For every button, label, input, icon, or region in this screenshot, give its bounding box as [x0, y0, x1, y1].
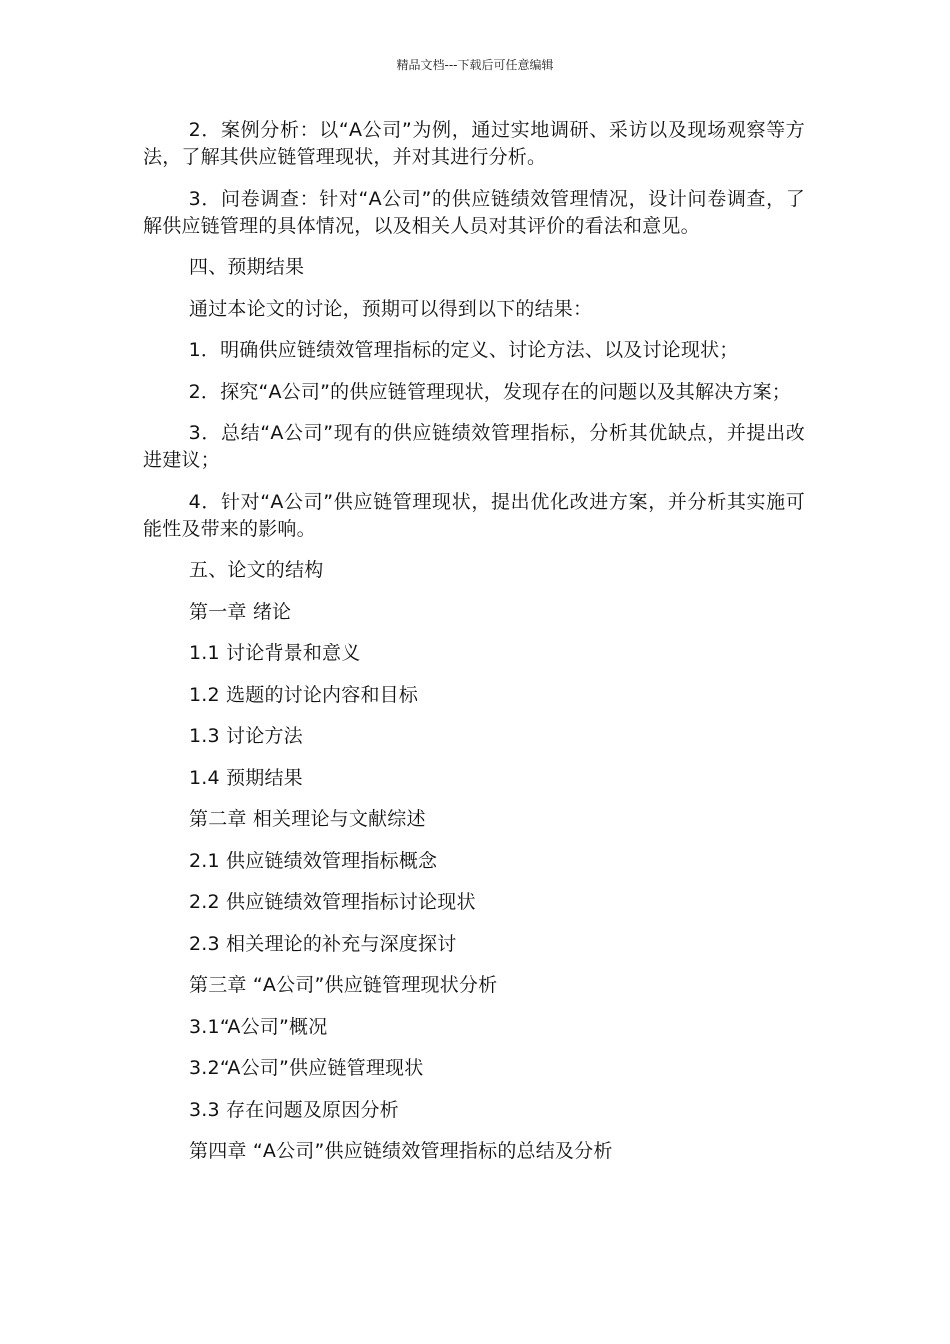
method-questionnaire: 3．问卷调查：针对“A公司”的供应链绩效管理情况，设计问卷调查，了解供应链管理的具体情况，以及相关人员对其评价的看法和意见。	[143, 187, 805, 237]
expected-result-item: 1．明确供应链绩效管理指标的定义、讨论方法、以及讨论现状；	[188, 339, 739, 361]
outline-item: 1.2 选题的讨论内容和目标	[189, 683, 419, 706]
outline-item: 2.3 相关理论的补充与深度探讨	[189, 932, 457, 955]
chapter-title: 第三章 “A公司”供应链管理现状分析	[189, 974, 498, 996]
chapter-title: 第二章 相关理论与文献综述	[189, 808, 426, 830]
chapter-title: 第一章 绪论	[189, 600, 292, 623]
expected-result-item: 2．探究“A公司”的供应链管理现状，发现存在的问题以及其解决方案；	[188, 380, 791, 403]
outline-item: 3.1“A公司”概况	[189, 1015, 328, 1038]
method-case-study: 2．案例分析：以“A公司”为例，通过实地调研、采访以及现场观察等方法，了解其供应链管理现状，并对其进行分析。	[143, 119, 805, 168]
document-body	[143, 117, 805, 1180]
section-heading-expected-results: 四、预期结果	[189, 256, 305, 278]
outline-item: 1.1 讨论背景和意义	[189, 642, 361, 664]
chapter-title: 第四章 “A公司”供应链绩效管理指标的总结及分析	[189, 1140, 613, 1162]
section-heading-thesis-structure: 五、论文的结构	[189, 559, 324, 581]
outline-item: 3.2“A公司”供应链管理现状	[189, 1057, 424, 1079]
expected-results-intro: 通过本论文的讨论，预期可以得到以下的结果：	[189, 297, 593, 320]
outline-item: 1.4 预期结果	[189, 766, 303, 789]
page-header: 精品文档---下载后可任意编辑	[396, 58, 554, 72]
outline-item: 2.1 供应链绩效管理指标概念	[189, 849, 438, 872]
outline-item: 1.3 讨论方法	[189, 725, 303, 747]
expected-result-item: 4．针对“A公司”供应链管理现状，提出优化改进方案，并分析其实施可能性及带来的影响。	[143, 490, 805, 540]
outline-item: 3.3 存在问题及原因分析	[189, 1098, 399, 1121]
outline-item: 2.2 供应链绩效管理指标讨论现状	[189, 891, 476, 913]
expected-result-item: 3．总结“A公司”现有的供应链绩效管理指标，分析其优缺点，并提出改进建议；	[143, 422, 805, 471]
